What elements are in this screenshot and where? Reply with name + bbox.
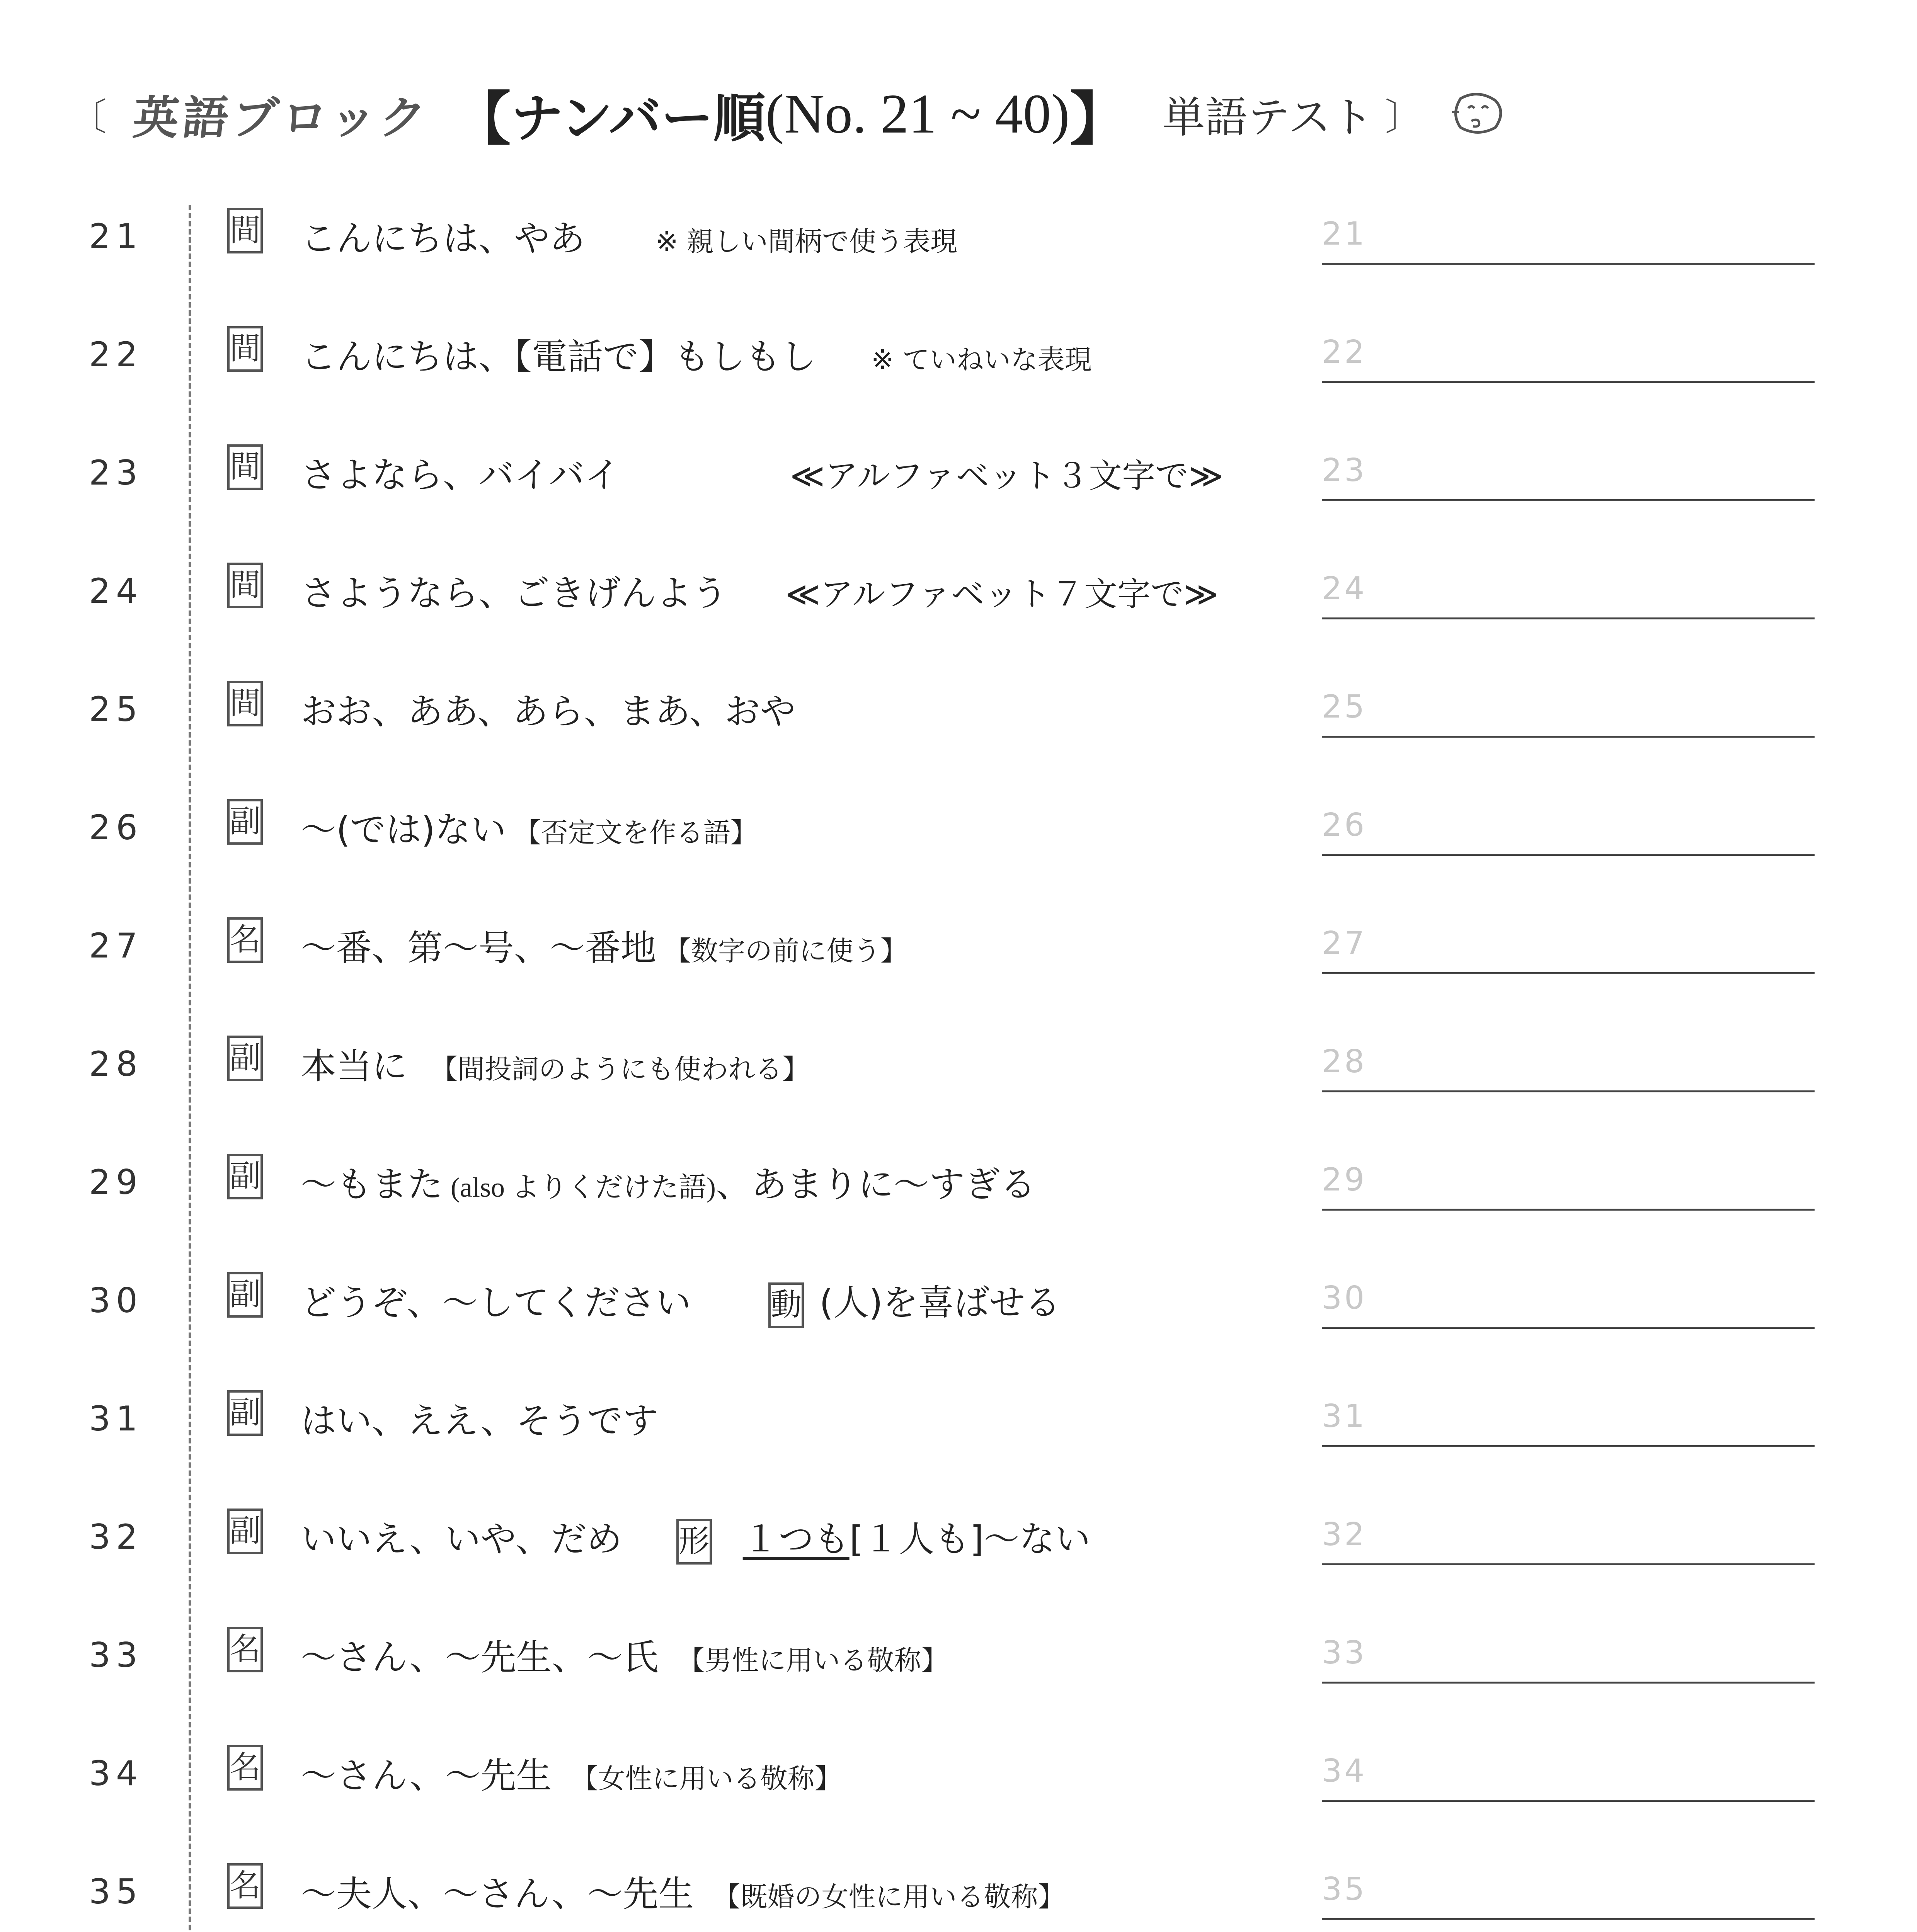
part-of-speech-box: 名	[227, 1627, 263, 1672]
page-header	[70, 75, 1886, 153]
answer-number: 31	[1322, 1398, 1367, 1435]
answer-line[interactable]	[1322, 381, 1815, 383]
word-row-27	[0, 891, 1917, 1009]
part-of-speech-box: 間	[227, 563, 263, 608]
definition: さよなら、バイバイ ≪アルファベット３文字で≫	[301, 454, 1224, 496]
usage-note: 【女性に用いる敬称】	[571, 1763, 842, 1794]
answer-number: 28	[1322, 1043, 1367, 1080]
usage-note: ※ 親しい間柄で使う表現	[655, 226, 957, 257]
word-row-26	[0, 773, 1917, 891]
definition: ～夫人、～さん、～先生 【既婚の女性に用いる敬称】	[301, 1873, 1065, 1915]
answer-line[interactable]	[1322, 1445, 1815, 1447]
row-number: 24	[89, 571, 143, 611]
row-number: 21	[89, 216, 143, 256]
row-number: 27	[89, 926, 143, 966]
word-row-23	[0, 418, 1917, 536]
part-of-speech-box: 名	[227, 917, 263, 963]
answer-line[interactable]	[1322, 263, 1815, 265]
answer-number: 32	[1322, 1516, 1367, 1553]
title-open-bracket: 【	[453, 86, 511, 153]
usage-note: ≪アルファベット７文字で≫	[785, 575, 1219, 614]
definition: ～もまた (also よりくだけた語)、あまりに～すぎる	[301, 1164, 1036, 1205]
definition: おお、ああ、あら、まあ、おや	[301, 691, 796, 732]
part-of-speech-box: 間	[227, 444, 263, 490]
definition: こんにちは、【電話で】もしもし ※ ていねいな表現	[301, 336, 1092, 378]
definition: こんにちは、やあ ※ 親しい間柄で使う表現	[301, 218, 957, 259]
usage-note: ※ ていねいな表現	[871, 344, 1092, 376]
answer-line[interactable]	[1322, 499, 1815, 501]
answer-number: 22	[1322, 334, 1367, 371]
definition: ～(では)ない 【否定文を作る語】	[301, 809, 758, 850]
row-number: 32	[89, 1517, 143, 1557]
row-number: 31	[89, 1399, 143, 1439]
usage-note: 【既婚の女性に用いる敬称】	[713, 1881, 1065, 1913]
answer-number: 24	[1322, 570, 1367, 607]
row-number: 35	[89, 1872, 143, 1912]
answer-line[interactable]	[1322, 736, 1815, 738]
usage-note: 【男性に用いる敬称】	[678, 1645, 948, 1676]
word-row-33	[0, 1600, 1917, 1719]
answer-line[interactable]	[1322, 1327, 1815, 1329]
answer-line[interactable]	[1322, 617, 1815, 619]
part-of-speech-box: 間	[227, 208, 263, 253]
row-number: 28	[89, 1044, 143, 1084]
header-open-bracket: 〔	[70, 95, 107, 139]
answer-line[interactable]	[1322, 1682, 1815, 1684]
title-range: (No. 21 ~ 40)	[765, 83, 1070, 145]
part-of-speech-box: 名	[227, 1745, 263, 1791]
answer-number: 35	[1322, 1871, 1367, 1908]
usage-note: ≪アルファベット３文字で≫	[790, 457, 1224, 495]
definition: ～さん、～先生 【女性に用いる敬称】	[301, 1755, 842, 1796]
row-number: 26	[89, 808, 143, 847]
word-row-34	[0, 1719, 1917, 1837]
definition: いいえ、いや、だめ 形 １つも[１人も]～ない	[301, 1511, 1091, 1565]
definition: どうぞ、～してください 動 (人)を喜ばせる	[301, 1274, 1061, 1328]
answer-line[interactable]	[1322, 1209, 1815, 1211]
answer-number: 23	[1322, 452, 1367, 489]
underlined-phrase: １つも	[742, 1519, 850, 1560]
page-title: ナンバー順	[511, 88, 766, 149]
part-of-speech-box-secondary: 動	[768, 1282, 804, 1328]
answer-line[interactable]	[1322, 1563, 1815, 1565]
brand-logo: 英語ブロック	[130, 91, 432, 145]
word-row-32	[0, 1482, 1917, 1600]
word-row-22	[0, 300, 1917, 418]
header-close-bracket: 〕	[1385, 95, 1422, 139]
word-row-29	[0, 1128, 1917, 1246]
answer-number: 34	[1322, 1753, 1367, 1789]
definition: ～番、第～号、～番地 【数字の前に使う】	[301, 927, 908, 969]
definition: はい、ええ、そうです	[301, 1400, 659, 1442]
word-row-35	[0, 1837, 1917, 1932]
row-number: 30	[89, 1281, 143, 1320]
part-of-speech-box: 副	[227, 799, 263, 845]
part-of-speech-box: 名	[227, 1863, 263, 1909]
row-number: 34	[89, 1753, 143, 1793]
usage-note: 【数字の前に使う】	[664, 935, 908, 967]
usage-note: 【間投詞のようにも使われる】	[431, 1053, 810, 1085]
part-of-speech-box: 副	[227, 1154, 263, 1199]
answer-line[interactable]	[1322, 1918, 1815, 1920]
part-of-speech-box: 間	[227, 681, 263, 726]
word-row-30	[0, 1246, 1917, 1364]
usage-note: 【否定文を作る語】	[514, 817, 758, 849]
part-of-speech-box: 副	[227, 1509, 263, 1554]
word-row-25	[0, 655, 1917, 773]
answer-number: 27	[1322, 925, 1367, 962]
answer-number: 29	[1322, 1162, 1367, 1198]
definition: 本当に 【間投詞のようにも使われる】	[301, 1046, 810, 1087]
definition: さようなら、ごきげんよう ≪アルファベット７文字で≫	[301, 573, 1219, 614]
row-number: 33	[89, 1635, 143, 1675]
row-number: 25	[89, 689, 143, 729]
word-row-21	[0, 182, 1917, 300]
page-subtitle: 単語テスト	[1162, 93, 1374, 142]
answer-line[interactable]	[1322, 972, 1815, 974]
face-icon	[1449, 91, 1507, 137]
answer-number: 21	[1322, 216, 1367, 252]
answer-line[interactable]	[1322, 1800, 1815, 1802]
answer-number: 33	[1322, 1634, 1367, 1671]
row-number: 23	[89, 453, 143, 493]
word-row-31	[0, 1364, 1917, 1482]
row-number: 29	[89, 1162, 143, 1202]
part-of-speech-box: 副	[227, 1390, 263, 1436]
part-of-speech-box: 間	[227, 326, 263, 372]
answer-number: 30	[1322, 1280, 1367, 1316]
title-close-bracket: 】	[1069, 86, 1128, 153]
answer-number: 25	[1322, 689, 1367, 725]
part-of-speech-box: 副	[227, 1272, 263, 1318]
answer-line[interactable]	[1322, 1090, 1815, 1092]
word-row-24	[0, 536, 1917, 655]
definition: ～さん、～先生、～氏 【男性に用いる敬称】	[301, 1637, 948, 1678]
word-row-28	[0, 1009, 1917, 1128]
part-of-speech-box-secondary: 形	[676, 1519, 712, 1565]
row-number: 22	[89, 335, 143, 374]
usage-note: (also よりくだけた語)	[451, 1172, 716, 1203]
part-of-speech-box: 副	[227, 1036, 263, 1081]
answer-number: 26	[1322, 807, 1367, 844]
answer-line[interactable]	[1322, 854, 1815, 856]
